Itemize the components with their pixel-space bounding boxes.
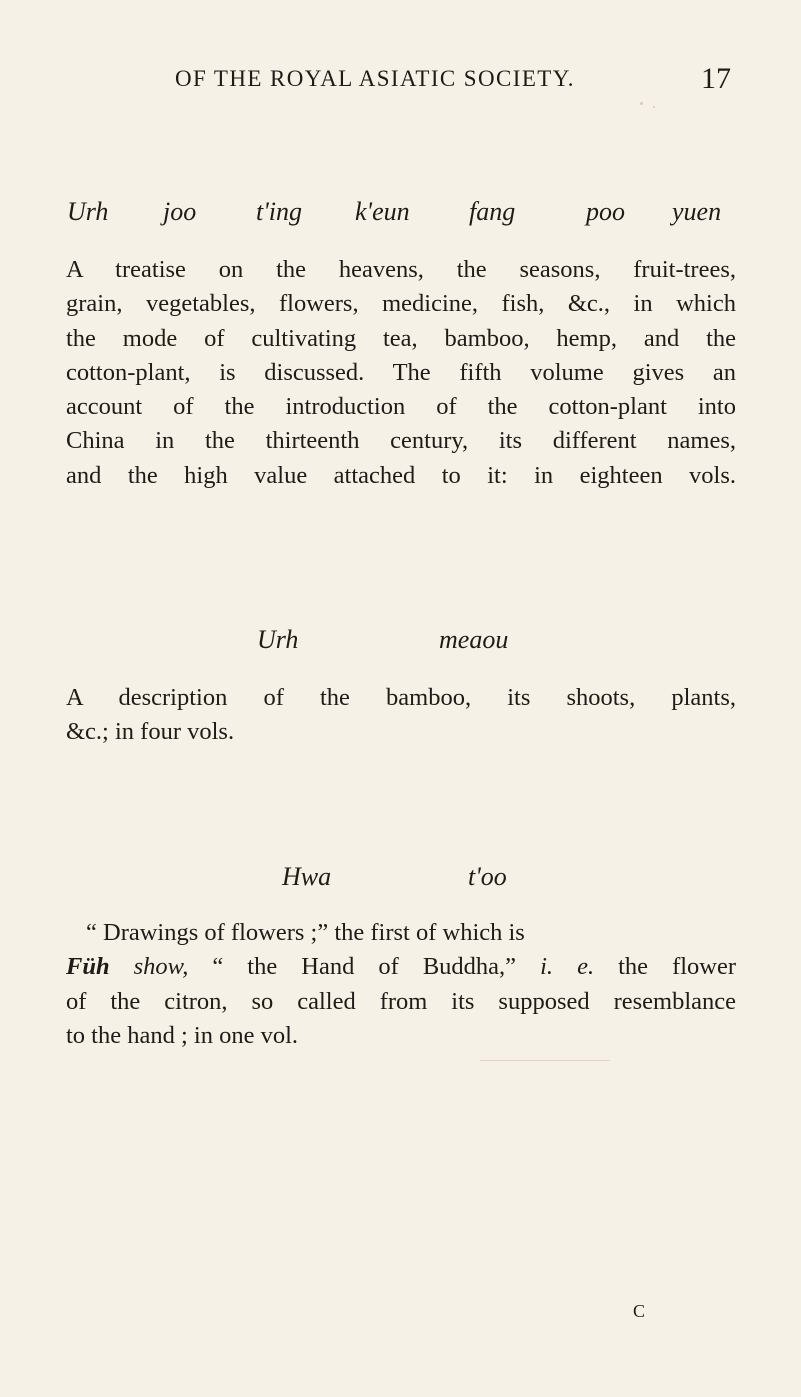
- text-line: the mode of cultivating tea, bamboo, hemp, and the: [66, 324, 736, 352]
- title-word: t'ing: [256, 197, 303, 226]
- title-word: fang: [469, 197, 516, 226]
- paper-spot: [640, 102, 643, 105]
- signature-mark: C: [633, 1301, 646, 1321]
- text-line: A treatise on the heavens, the seasons, fruit-trees,: [66, 256, 736, 283]
- title-word: Urh: [257, 625, 299, 654]
- text-line: China in the thirteenth century, its different names,: [66, 427, 736, 455]
- text-line: grain, vegetables, flowers, medicine, fish, &c., in which: [66, 290, 736, 318]
- text-line: of the citron, so called from its supposed resemblance: [66, 987, 736, 1015]
- text-line: to the hand ; in one vol.: [66, 1021, 299, 1049]
- entry-1-description: [66, 253, 736, 493]
- title-word: yuen: [672, 197, 722, 226]
- text-line: cotton-plant, is discussed. The fifth volume gives an: [66, 358, 736, 386]
- text-line: and the high value attached to it: in eighteen vols.: [66, 461, 736, 489]
- text-line: account of the introduction of the cotton-plant into: [66, 393, 736, 421]
- entry-3-description: [66, 916, 736, 1053]
- title-word: Hwa: [282, 862, 332, 891]
- page-number: 17: [701, 62, 731, 95]
- title-word: joo: [163, 197, 197, 226]
- abbreviation: i. e.: [540, 953, 595, 981]
- running-title: OF THE ROYAL ASIATIC SOCIETY.: [175, 66, 575, 91]
- title-word: poo: [586, 197, 625, 226]
- title-word: t'oo: [468, 862, 507, 891]
- text-line: &c.; in four vols.: [66, 718, 235, 746]
- chinese-term: Füh: [66, 953, 110, 981]
- paper-spot: [653, 106, 655, 108]
- running-head: [175, 62, 735, 106]
- text-line: A description of the bamboo, its shoots, plants,: [66, 684, 736, 711]
- faint-rule: [480, 1060, 610, 1061]
- text-line: [66, 950, 736, 984]
- text-fragment: the flower: [618, 953, 737, 981]
- text-line: “ Drawings of flowers ;” the first of which is: [86, 919, 525, 946]
- title-word: meaou: [439, 625, 509, 654]
- entry-2-description: [66, 681, 736, 750]
- title-word: k'eun: [355, 197, 410, 226]
- text-fragment: “ the Hand of Buddha,”: [212, 953, 517, 981]
- title-word: Urh: [67, 197, 109, 226]
- chinese-term: show,: [133, 953, 189, 981]
